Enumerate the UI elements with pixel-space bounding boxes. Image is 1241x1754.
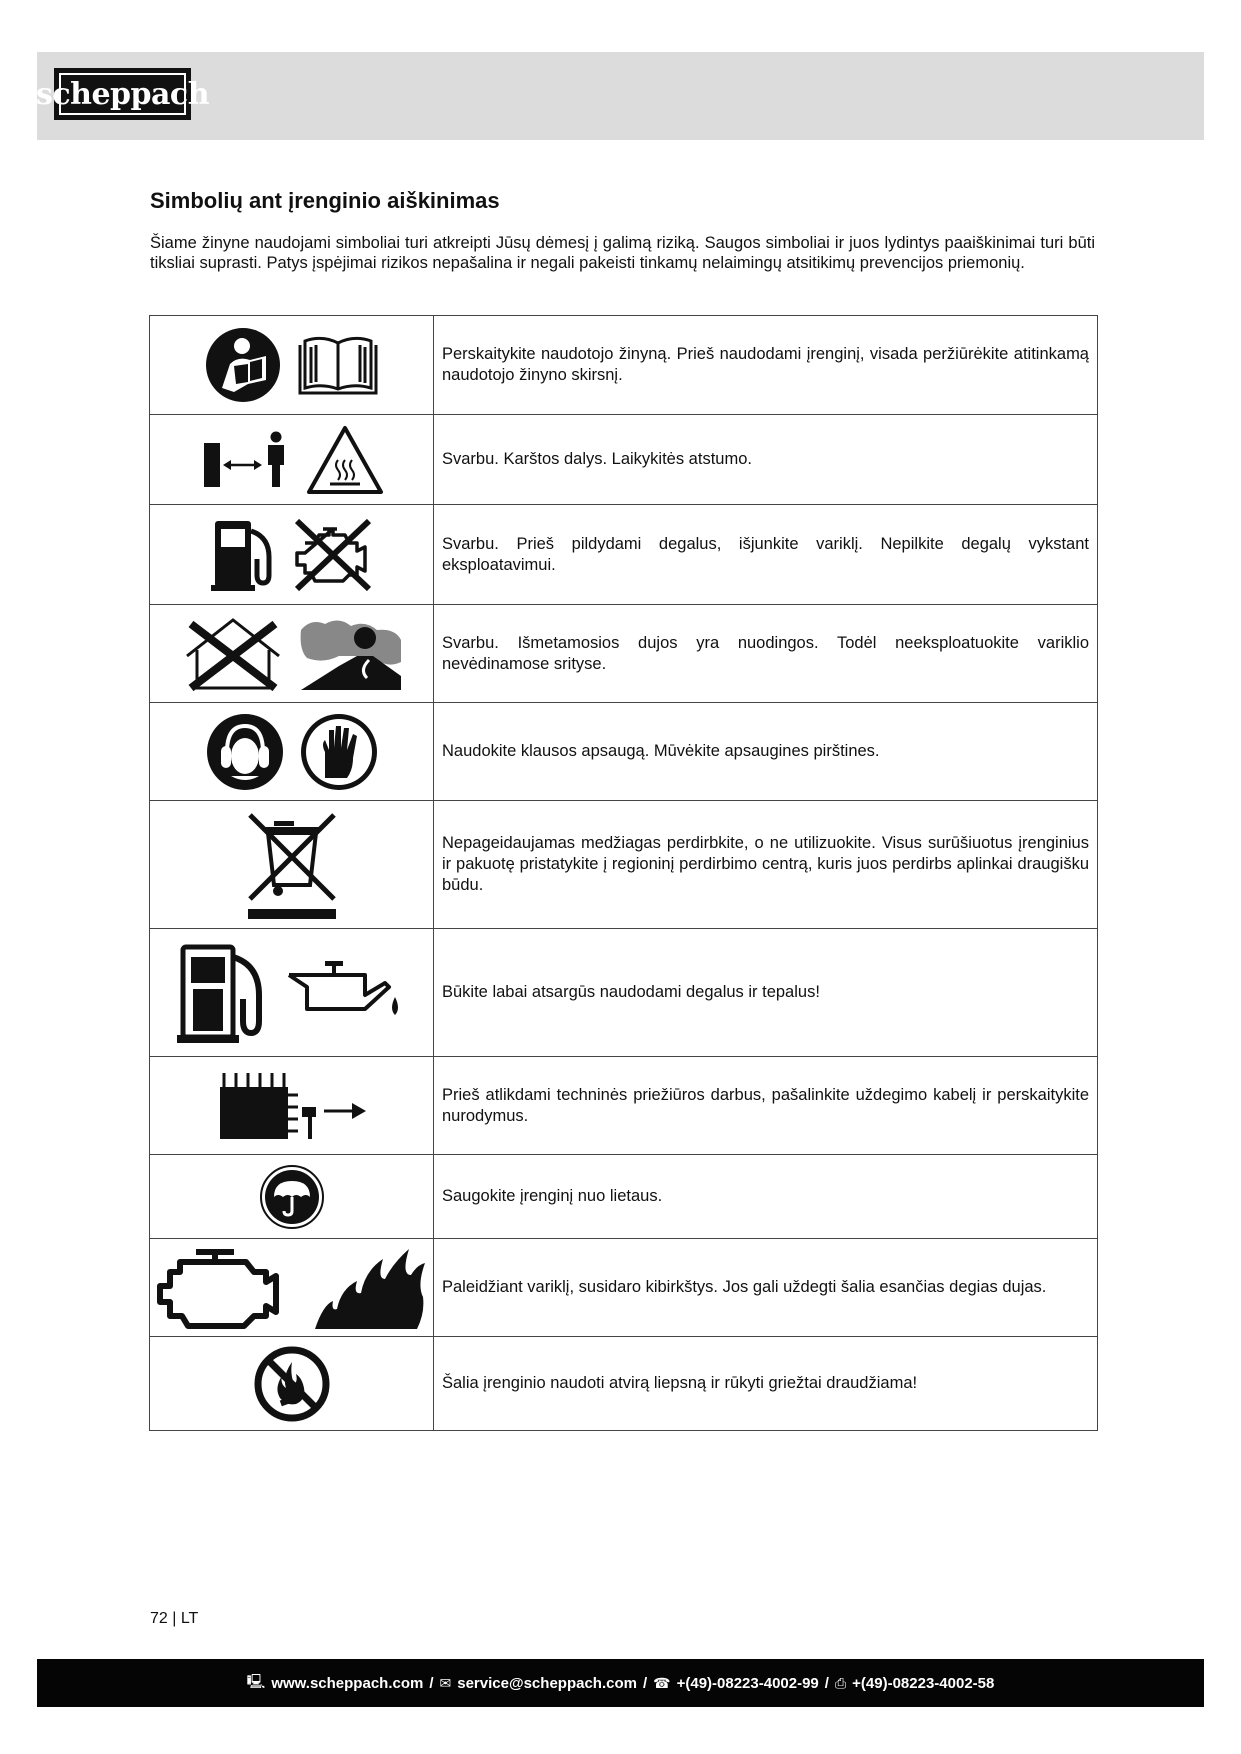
description-cell: Šalia įrenginio naudoti atvirą liepsną ir rūkyti griežtai draudžiama! bbox=[434, 1337, 1098, 1431]
icon-cell bbox=[150, 703, 434, 801]
table-row bbox=[150, 415, 1098, 505]
footer-separator: / bbox=[824, 1674, 829, 1692]
hot-surface-warning-icon bbox=[306, 424, 384, 496]
page-title: Simbolių ant įrenginio aiškinimas bbox=[150, 188, 500, 213]
icon-cell bbox=[150, 929, 434, 1057]
footer-phone: +(49)-08223-4002-99 bbox=[676, 1674, 819, 1692]
fax-icon: ⎙ bbox=[834, 1674, 847, 1691]
page-number: 72 | LT bbox=[150, 1610, 199, 1627]
header-band bbox=[37, 52, 1204, 140]
open-book-icon bbox=[296, 333, 380, 397]
icon-cell bbox=[150, 1337, 434, 1431]
flames-icon bbox=[313, 1245, 427, 1331]
icon-cell bbox=[150, 505, 434, 605]
table-row bbox=[150, 316, 1098, 415]
icon-cell bbox=[150, 1155, 434, 1239]
symbols-table bbox=[149, 315, 1098, 1431]
phone-icon: ☎ bbox=[653, 1674, 671, 1691]
hearing-protection-icon bbox=[205, 712, 285, 792]
description-cell: Saugokite įrenginį nuo lietaus. bbox=[434, 1155, 1098, 1239]
mail-icon: ✉ bbox=[439, 1674, 452, 1691]
oil-can-icon bbox=[285, 953, 407, 1033]
read-manual-mandatory-icon bbox=[204, 326, 282, 404]
description-cell: Svarbu. Išmetamosios dujos yra nuodingos. Todėl neeksploatuokite variklio nevėdinamose srityse. bbox=[434, 605, 1098, 703]
engine-icon bbox=[156, 1246, 284, 1330]
footer-separator: / bbox=[429, 1674, 434, 1692]
footer-fax: +(49)-08223-4002-58 bbox=[852, 1674, 995, 1692]
icon-cell bbox=[150, 605, 434, 703]
protective-gloves-icon bbox=[299, 712, 379, 792]
icon-cell bbox=[150, 316, 434, 415]
spark-plug-disconnect-icon bbox=[214, 1067, 370, 1145]
engine-crossed-icon bbox=[293, 517, 373, 593]
description-cell: Svarbu. Karštos dalys. Laikykitės atstumo. bbox=[434, 415, 1098, 505]
icon-cell bbox=[150, 801, 434, 929]
footer-website[interactable]: www.scheppach.com bbox=[271, 1674, 424, 1692]
table-row bbox=[150, 801, 1098, 929]
description-cell: Paleidžiant variklį, susidaro kibirkštys. Jos gali uždegti šalia esančias degias dujas. bbox=[434, 1239, 1098, 1337]
table-row bbox=[150, 1239, 1098, 1337]
icon-cell bbox=[150, 1057, 434, 1155]
crossed-wheelie-bin-icon bbox=[244, 809, 340, 921]
fuel-pump-icon bbox=[177, 941, 271, 1045]
house-crossed-icon bbox=[181, 616, 285, 692]
table-row bbox=[150, 703, 1098, 801]
keep-distance-icon bbox=[200, 429, 292, 491]
icon-cell bbox=[150, 415, 434, 505]
intro-paragraph: Šiame žinyne naudojami simboliai turi atkreipti Jūsų dėmesį į galimą riziką. Saugos simboliai ir juos lydintys paaiškinimai turi būti tiksliai suprasti. Patys įspėjimai rizikos nepašalina ir negali pakeisti tinkamų nelaimingų atsitikimų prevencijos priemonių. bbox=[150, 234, 1095, 272]
table-row bbox=[150, 605, 1098, 703]
description-cell: Būkite labai atsargūs naudodami degalus ir tepalus! bbox=[434, 929, 1098, 1057]
scheppach-logo bbox=[35, 68, 210, 120]
table-row bbox=[150, 929, 1098, 1057]
description-cell: Prieš atlikdami techninės priežiūros darbus, pašalinkite uždegimo kabelį ir perskaitykite nurodymus. bbox=[434, 1057, 1098, 1155]
no-open-flame-icon bbox=[252, 1344, 332, 1424]
description-cell: Perskaitykite naudotojo žinyną. Prieš naudodami įrenginį, visada peržiūrėkite atitinkamą naudotojo žinyno skirsnį. bbox=[434, 316, 1098, 415]
logo-text: scheppach bbox=[35, 76, 210, 112]
umbrella-icon bbox=[260, 1165, 324, 1229]
table-row bbox=[150, 1155, 1098, 1239]
footer-separator: / bbox=[642, 1674, 648, 1692]
icon-cell bbox=[150, 1239, 434, 1337]
fuel-pump-icon bbox=[211, 517, 279, 593]
toxic-fumes-icon bbox=[299, 616, 403, 692]
table-row bbox=[150, 1337, 1098, 1431]
description-cell: Nepageidaujamas medžiagas perdirbkite, o ne utilizuokite. Visus surūšiuotus įrenginius ir pakuotę pristatykite į regioninį perdirbimo centrą, kuris juos perdirbs aplinkai draugišku būdu. bbox=[434, 801, 1098, 929]
computer-icon: 🖳 bbox=[246, 1673, 266, 1689]
footer-bar bbox=[37, 1659, 1204, 1707]
footer-email[interactable]: service@scheppach.com bbox=[457, 1674, 637, 1692]
description-cell: Svarbu. Prieš pildydami degalus, išjunkite variklį. Nepilkite degalų vykstant eksploatavimui. bbox=[434, 505, 1098, 605]
description-cell: Naudokite klausos apsaugą. Mūvėkite apsaugines pirštines. bbox=[434, 703, 1098, 801]
table-row bbox=[150, 505, 1098, 605]
table-row bbox=[150, 1057, 1098, 1155]
